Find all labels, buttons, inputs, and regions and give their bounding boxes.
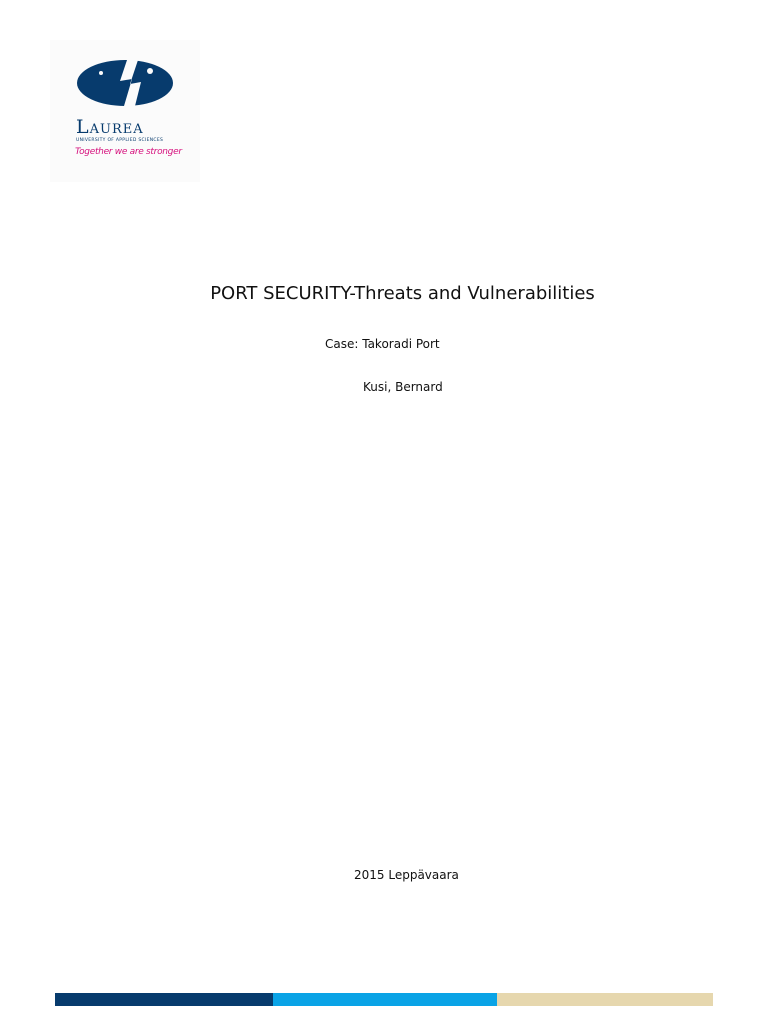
color-bar-beige (497, 993, 713, 1006)
logo-subtitle: UNIVERSITY OF APPLIED SCIENCES (76, 138, 164, 143)
document-title: PORT SECURITY-Threats and Vulnerabilities (210, 283, 595, 304)
case-line: Case: Takoradi Port (325, 337, 440, 351)
author-name: Kusi, Bernard (363, 380, 443, 394)
logo-wordmark: Laurea (76, 116, 144, 138)
laurea-emblem-icon (75, 58, 175, 108)
color-bar (55, 993, 713, 1006)
logo-tagline: Together we are stronger (75, 147, 182, 157)
color-bar-light-blue (273, 993, 497, 1006)
color-bar-dark-blue (55, 993, 273, 1006)
laurea-logo (50, 40, 200, 182)
year-place: 2015 Leppävaara (354, 868, 459, 882)
